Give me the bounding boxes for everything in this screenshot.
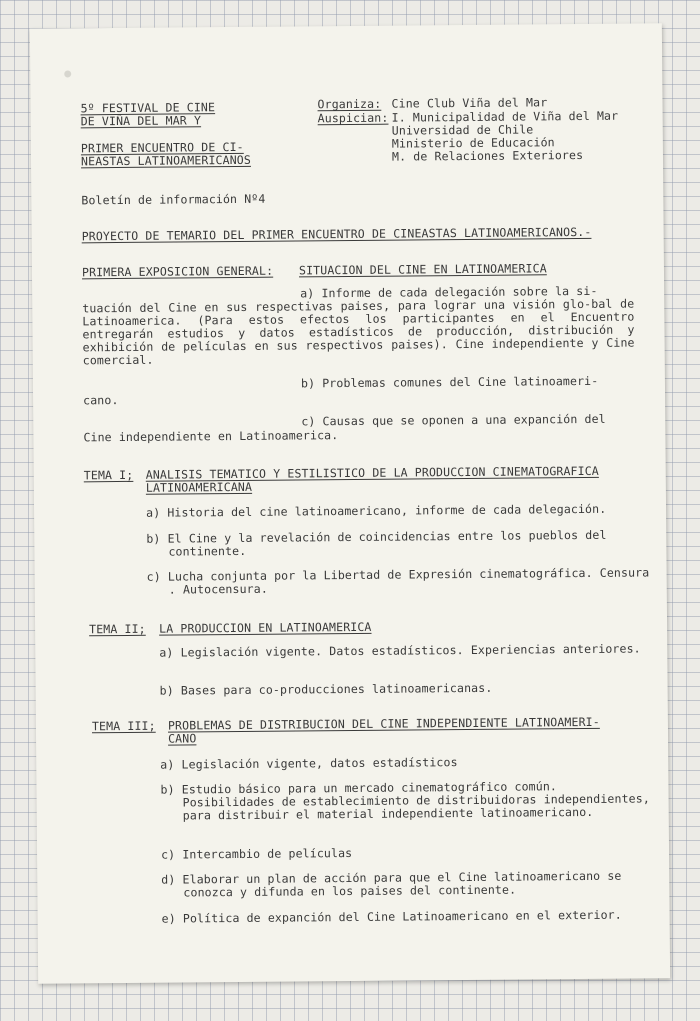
auspician-item: Ministerio de Educación [391,135,555,151]
primera-b-tail: cano. [83,393,119,408]
tema-1-item: b) El Cine y la revelación de coincidencias entre los pueblos del continente. [146,527,607,559]
tema-2-item: a) Legislación vigente. Datos estadísticos. Experiencias anteriores. [159,641,641,660]
primera-c-tail: Cine independiente en Latinoamerica. [83,428,339,445]
typewritten-document [30,23,670,983]
tema-3-title-line-1: PROBLEMAS DE DISTRIBUCION DEL CINE INDEPENDIENTE LATINOAMERI- [167,714,600,733]
tema-3-item: d) Elaborar un plan de acción para que el Cine latinoamericano se conozca y difunda en los paises del continente. [161,868,622,900]
tema-1-item: c) Lucha conjunta por la Libertad de Expresión cinematográfica. Censura . Autocensura. [146,565,650,597]
tema-3-item: e) Política de expanción del Cine Latinoamericano en el exterior. [161,907,622,926]
tema-1-title-line-1: ANALISIS TEMATICO Y ESTILISTICO DE LA PRODUCCION CINEMATOGRAFICA [145,463,599,482]
tema-3-item: b) Estudio básico para un mercado cinematográfico común. Posibilidades de establecimiento de distribuidoras independientes, para distribuir el material independiente latinoamericano. [160,779,650,823]
primera-c-lead: c) Causas que se oponen a una expanción del [301,411,606,429]
auspician-label: Auspician: [317,110,389,126]
tema-1-label: TEMA I; [83,467,134,483]
tema-1-title-line-2: LATINOAMERICANA [145,479,253,495]
tema-2-label: TEMA II; [89,621,146,637]
tema-1-item: a) Historia del cine latinoamericano, informe de cada delegación. [146,501,607,520]
tema-3-title-line-2: CANO [167,731,197,746]
tema-2-title: LA PRODUCCION EN LATINOAMERICA [159,619,372,636]
auspician-item: I. Municipalidad de Viña del Mar [391,108,619,125]
tema-3-item: a) Legislación vigente, datos estadísticos [160,755,458,772]
primera-label: PRIMERA EXPOSICION GENERAL: [81,263,274,280]
festival-line-1: 5º FESTIVAL DE CINE [80,100,216,116]
organiza-value: Cine Club Viña del Mar [391,95,548,111]
primera-b-lead: b) Problemas comunes del Cine latinoameri- [300,373,599,391]
organiza-label: Organiza: [317,96,382,112]
encuentro-line-1: PRIMER ENCUENTRO DE CI- [80,139,244,156]
tema-3-label: TEMA III; [91,718,156,734]
primera-a-lead: a) Informe de cada delegación sobre la si- [300,283,598,301]
tema-2-item: b) Bases para co-producciones latinoamericanas. [159,680,493,698]
primera-a-body: tuación del Cine en sus respectivas paises, para lograr una visión glo-bal de Latinoamerica. (Para estos efectos los participantes en el Encuentro entregarán estudios y datos estadísticos de producción, distribución y exhibición de películas en sus respectivos paises). Cine independiente y Cine comercial. [82,296,635,368]
auspician-item: Universidad de Chile [391,122,534,138]
festival-line-2: DE VIÑA DEL MAR Y [80,113,202,129]
document-title: PROYECTO DE TEMARIO DEL PRIMER ENCUENTRO DE CINEASTAS LATINOAMERICANOS.- [81,224,592,244]
encuentro-line-2: NEASTAS LATINOAMERICANOS [80,152,251,169]
primera-title: SITUACION DEL CINE EN LATINOAMERICA [298,261,547,278]
punch-mark [64,70,71,77]
boletin-number: Boletín de información Nº4 [81,191,266,208]
tema-3-item: c) Intercambio de películas [160,845,353,862]
auspician-item: M. de Relaciones Exteriores [391,147,584,164]
